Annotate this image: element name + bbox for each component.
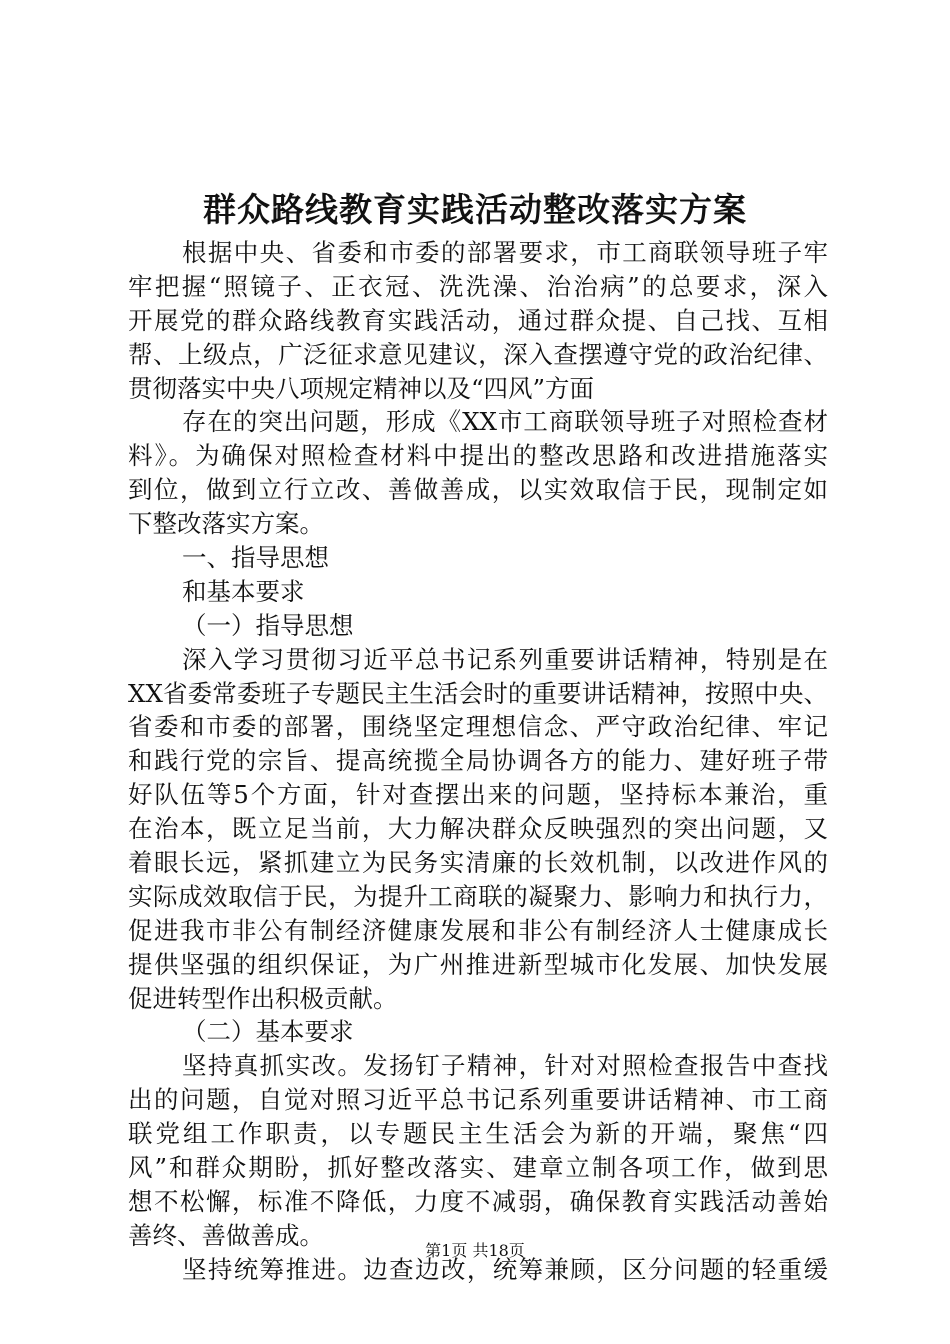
text-line: 存在的突出问题，形成《XX市工商联领导班子对照检查材 <box>182 407 828 437</box>
text-line: 善终、善做善成。 <box>128 1220 324 1250</box>
document-body <box>128 236 828 1287</box>
text-line: 着眼长远，紧抓建立为民务实清廉的长效机制，以改进作风的 <box>128 848 828 878</box>
text-line: 牢把握“照镜子、正衣冠、洗洗澡、治治病”的总要求，深入 <box>128 271 828 301</box>
text-line: 和基本要求 <box>182 576 305 606</box>
text-line: 和践行党的宗旨、提高统揽全局协调各方的能力、建好班子带 <box>128 746 828 776</box>
text-line: 联党组工作职责，以专题民主生活会为新的开端，聚焦“四 <box>128 1119 828 1149</box>
text-line: 开展党的群众路线教育实践活动，通过群众提、自己找、互相 <box>128 305 828 335</box>
page-footer: 第1页 共18页 <box>425 1241 525 1260</box>
text-line: 省委和市委的部署，围绕坚定理想信念、严守政治纪律、牢记 <box>128 712 828 742</box>
text-line: 下整改落实方案。 <box>128 509 324 539</box>
text-line: 促进转型作出积极贡献。 <box>128 983 398 1013</box>
text-line: 深入学习贯彻习近平总书记系列重要讲话精神，特别是在 <box>182 644 828 674</box>
text-line: XX省委常委班子专题民主生活会时的重要讲话精神，按照中央、 <box>128 678 828 708</box>
text-line: 贯彻落实中央八项规定精神以及“四风”方面 <box>128 373 595 403</box>
text-line: 坚持真抓实改。发扬钉子精神，针对对照检查报告中查找 <box>182 1051 828 1081</box>
text-line: 提供坚强的组织保证，为广州推进新型城市化发展、加快发展 <box>128 949 828 979</box>
text-line: 到位，做到立行立改、善做善成，以实效取信于民，现制定如 <box>128 475 828 505</box>
text-line: （一）指导思想 <box>182 610 354 640</box>
text-line: 一、指导思想 <box>182 543 329 573</box>
text-line: 根据中央、省委和市委的部署要求，市工商联领导班子牢 <box>182 238 828 267</box>
text-line: 在治本，既立足当前，大力解决群众反映强烈的突出问题，又 <box>128 814 828 844</box>
text-line: （二）基本要求 <box>182 1017 354 1047</box>
text-line: 风”和群众期盼，抓好整改落实、建章立制各项工作，做到思 <box>128 1153 828 1183</box>
text-line: 促进我市非公有制经济健康发展和非公有制经济人士健康成长 <box>128 915 828 945</box>
text-line: 帮、上级点，广泛征求意见建议，深入查摆遵守党的政治纪律、 <box>128 339 828 369</box>
document-title: 群众路线教育实践活动整改落实方案 <box>203 190 747 229</box>
text-line: 出的问题，自觉对照习近平总书记系列重要讲话精神、市工商 <box>128 1085 828 1115</box>
text-line: 料》。为确保对照检查材料中提出的整改思路和改进措施落实 <box>128 441 828 471</box>
text-line: 想不松懈，标准不降低，力度不减弱，确保教育实践活动善始 <box>128 1186 828 1216</box>
text-line: 实际成效取信于民，为提升工商联的凝聚力、影响力和执行力， <box>128 881 828 911</box>
text-line: 好队伍等5个方面，针对查摆出来的问题，坚持标本兼治，重 <box>128 780 828 810</box>
text-line: 坚持统筹推进。边查边改，统筹兼顾，区分问题的轻重缓 <box>182 1254 828 1284</box>
